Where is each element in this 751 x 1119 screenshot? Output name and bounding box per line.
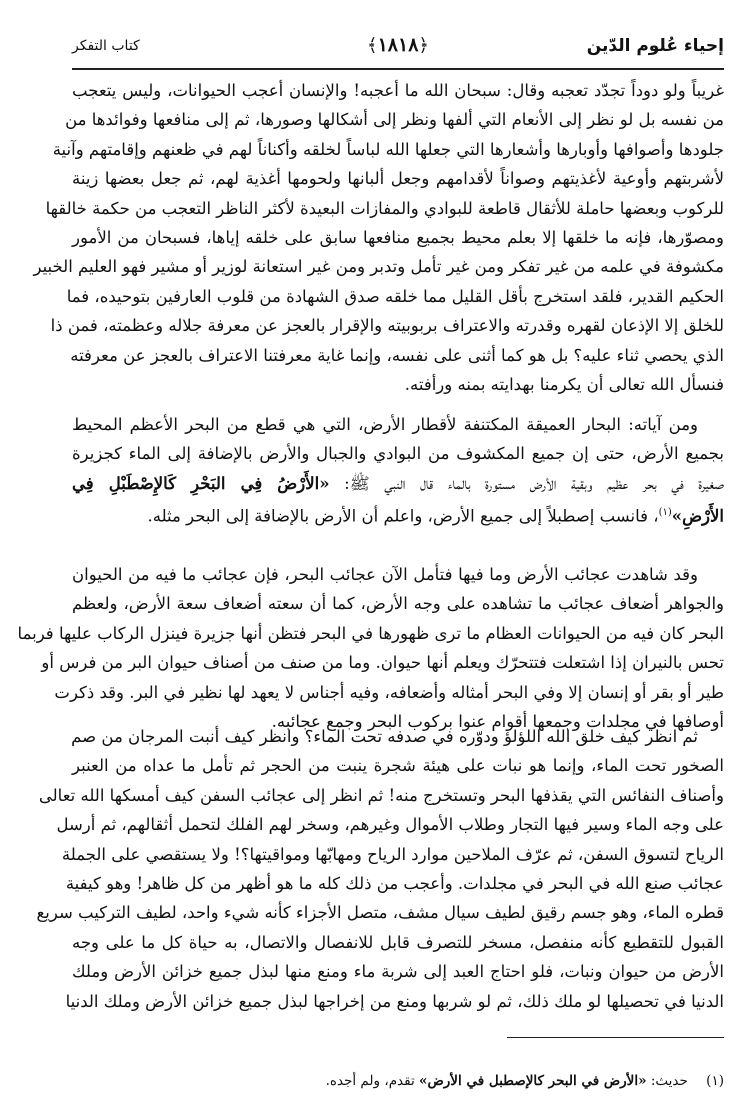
text-line: قطره الماء، وهو جسم رقيق لطيف سيال مشف، متصل الأجزاء كأنه شيء واحد، لطيف التركيب سريع (36, 903, 724, 923)
ornament-icon: ﴿ (418, 35, 429, 56)
text-line: الرياح لتسوق السفن، ثم عرّف الملاحين موارد الرياح ومهابّها ومواقيتها؟! ولا يستقصي على الجملة (61, 844, 724, 864)
footnote-ref[interactable]: (١) (658, 507, 672, 519)
text-line: وقد شاهدت عجائب الأرض وما فيها فتأمل الآن عجائب البحر، فإن عجائب ما فيه من الحيوان (72, 565, 698, 584)
header-rule (72, 68, 724, 70)
text-line (72, 469, 724, 498)
text-line: جلودها وأصوافها وأوبارها وأشعارها التي جعلها الله لباساً لخلقه وأكناناً لهم في ظعنهم وإقامتهم وآنية (52, 139, 724, 159)
text-line: الأرض من حيوان ونبات، فلو احتاج العبد إلى شربة ماء ومنع منها لبذل جميع خزائن الأرض وملك (72, 962, 724, 982)
text-line: تحس بالنيران إذا اشتعلت فتتحرّك ويعلم أنها حيوان. وما من صنف من أصناف حيوان البر من فرس أو (41, 653, 724, 673)
footnote-quote: «الأرض في البحر كالإصطبل في الأرض» (419, 1073, 647, 1089)
text-line: عجائب صنع الله في البحر في مجلدات. وأعجب من ذلك كله ما هو أظهر من كل ظاهر! وهو كيفية (65, 873, 724, 893)
text-line: الحكيم القدير، فلقد استخرج بأقل القليل مما خلقه صدق الشهادة من قلوب العارفين بتوحيده، فما (66, 286, 724, 306)
paragraph-1 (33, 76, 724, 399)
text-line: وأصناف النفائس التي يقذفها البحر وتستخرج منه! ثم انظر إلى عجائب السفن كيف أمسكها الله تعالى (38, 785, 724, 805)
text-line: لأشربتهم وأوعية لأغذيتهم وصواناً لأقدامهم وجعل ألبانها ولحومها أغذية لهم، ثم جعل بعضها زينة (72, 169, 724, 189)
text-line: غريباً ولو دوداً تجدّد تعجبه وقال: سبحان الله ما أعجبه! والإنسان أعجب الحيوانات، وليس يتعجب (72, 81, 724, 100)
footnote-prefix: حديث: (650, 1073, 688, 1089)
chapter-title: كتاب التفكر (72, 38, 140, 54)
paragraph-4 (36, 722, 724, 1016)
page-number-text: ١٨١٨ (377, 34, 419, 56)
text-span: صغيرة في بحر عظيم وبقية الأرض مستورة بالماء قال النبي ﷺ: (344, 473, 725, 493)
text-line: البحر كان فيه من الحيوانات العظام ما ترى ظهورها في البحر فتظن أنها جزيرة فينزل الركاب عليها فربما (17, 623, 724, 643)
text-line: فنسأل الله تعالى أن يكرمنا بهدايته بمنه ورأفته. (404, 374, 724, 394)
text-line: القبول للتقطيع كأنه منفصل، مسخر للتصرف قابل للانفصال والاتصال، به حياة كل ما على وجه (72, 932, 724, 952)
text-line: للخلق إلا الإذعان لقهره وقدرته والاعتراف بربوبيته والإقرار بالعجز عن معرفة جلاله وعظمته، فمن ذا (50, 316, 724, 336)
paragraph-2 (72, 410, 724, 528)
text-line: الصخور تحت الماء، وإنما هو نبات على هيئة شجرة ينبت من الحجر ثم تأمل ما عداه من العنبر (72, 756, 724, 776)
footnote-number: (١) (706, 1073, 724, 1089)
text-line (72, 498, 724, 527)
text-line: والجواهر أضعاف عجائب ما تشاهده على وجه الأرض، كما أن سعته أضعاف سعة الأرض، ولعظم (72, 594, 724, 614)
footnote-suffix: تقدم، ولم أجده. (325, 1073, 415, 1089)
footnote-rule (507, 1037, 724, 1038)
text-line: أوصافها في مجلدات وجمعها أقوام عنوا بركوب البحر وجمع عجائبه. (271, 711, 724, 731)
ornament-icon: ﴾ (367, 35, 378, 56)
text-line: على وجه الماء وسير فيها التجار وطلاب الأموال وغيرهم، وسخر لهم الفلك لتحمل أثقالهم، ثم أرسل (56, 815, 724, 835)
text-span: ، فانسب إصطبلاً إلى جميع الأرض، واعلم أن الأرض بالإضافة إلى البحر مثله. (147, 506, 659, 526)
hadith-quote: «الأَرْضُ فِي البَحْرِ كَالإِصْطَبْلِ فِي (72, 473, 330, 493)
hadith-quote-end: الأَرْضِ» (671, 506, 724, 526)
footnote (326, 1073, 724, 1089)
text-line: بجميع الأرض، حتى إن جميع المكشوف من البوادي والجبال والأرض بالإضافة إلى الماء كجزيرة (72, 444, 724, 464)
text-line: الدنيا في تحصيلها لو ملك ذلك، ثم لو شربها ومنع من إخراجها لبذل جميع خزائن الأرض وملك الدنيا (65, 991, 724, 1011)
text-line: طير أو بقر أو إنسان إلا وفي البحر أمثاله وأضعافه، وفيه أجناس لا يعهد لها نظير في البر. وقد ذكرت (54, 682, 724, 702)
text-line: ثم انظر كيف خلق الله اللؤلؤ ودوّره في صدفه تحت الماء؟ وانظر كيف أنبت المرجان من صم (71, 727, 698, 746)
text-line: ومصوّرها، فإنه ما خلقها إلا بعلم محيط بجميع منافعها سابق على خلقه إياها، فسبحان من الأمور (72, 227, 724, 247)
text-line: ومن آياته: البحار العميقة المكتنفة لأقطار الأرض، التي هي قطع من البحر الأعظم المحيط (72, 415, 698, 434)
paragraph-3 (17, 560, 724, 736)
book-title: إحياء عُلوم الدّين (586, 36, 724, 56)
page-number (367, 34, 429, 56)
text-line: للركوب وبعضها حاملة للأثقال قاطعة للبوادي والمفازات البعيدة لأكثر الناظر التعجب من حكمة خالقها (45, 198, 724, 218)
text-line: من نفسه بل لو نظر إلى الأنعام التي ألفها ونظر إلى أشكالها وصورها، ثم إلى منافعها وفوائدها من (65, 110, 724, 130)
running-header (72, 34, 724, 64)
text-line: الذي يحصي ثناء عليه؟ بل هو كما أثنى على نفسه، وإنما غاية معرفتنا الاعتراف بالعجز عن معرفته (70, 345, 724, 365)
text-line: مكشوفة في علمه من غير تفكر ومن غير تأمل وتدبر ومن غير استعانة لوزير أو مشير فهو العليم الخبير (33, 257, 724, 277)
